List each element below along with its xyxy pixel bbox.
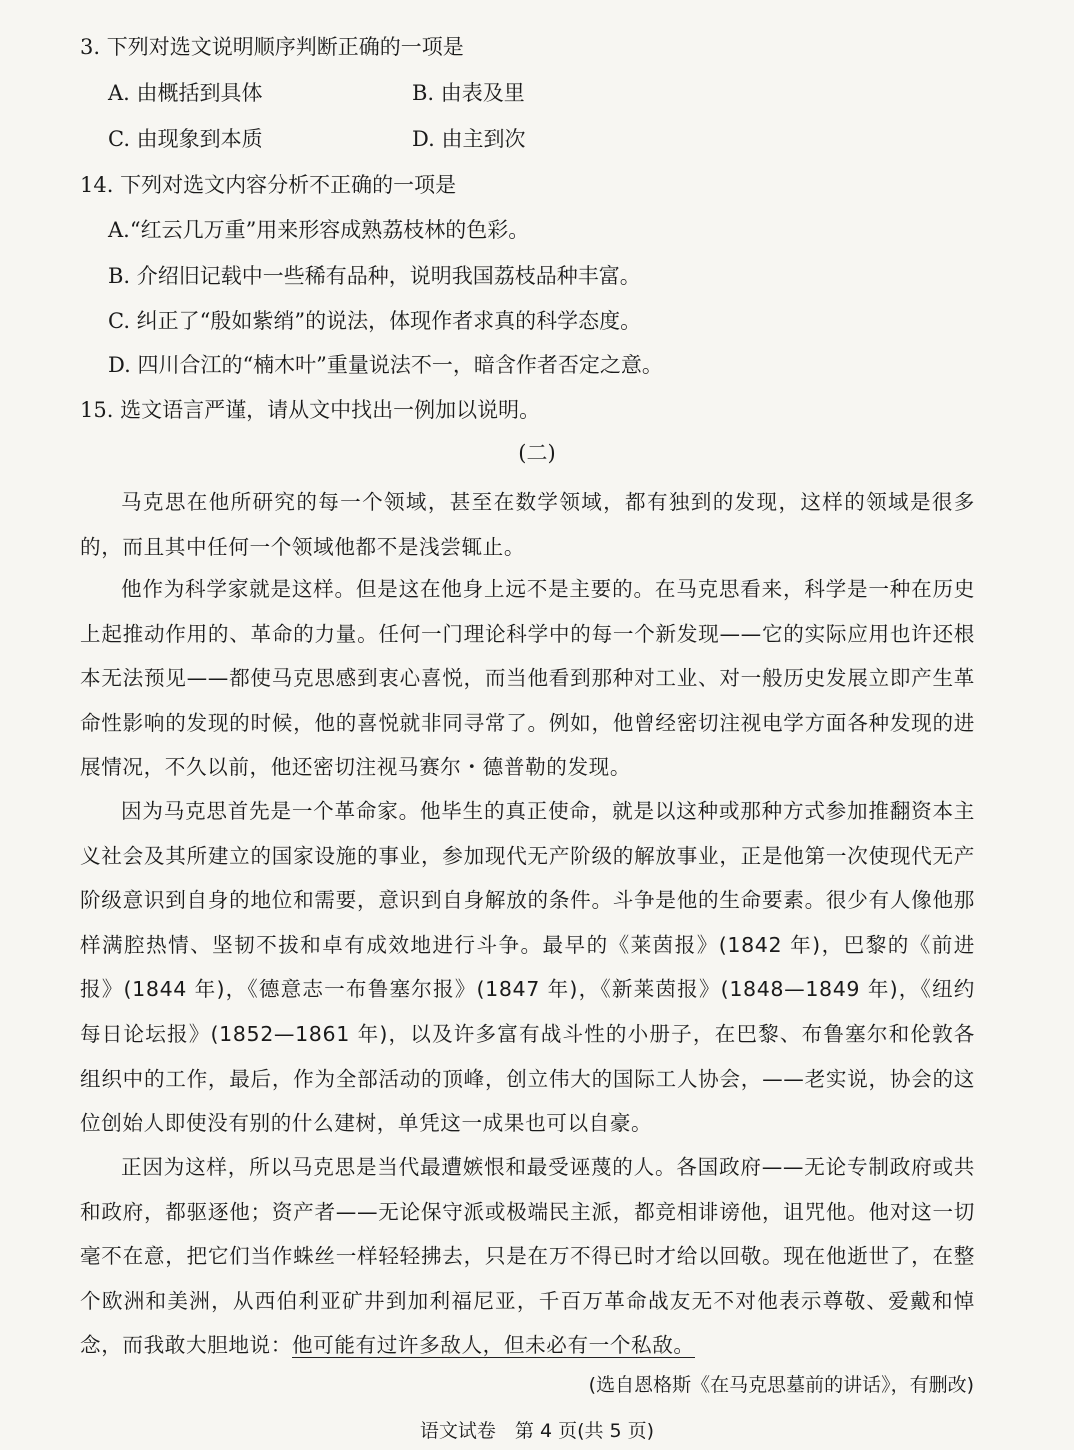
paragraph-2: 他作为科学家就是这样。但是这在他身上远不是主要的。在马克思看来，科学是一种在历史上起推动作用的、革命的力量。任何一门理论科学中的每一个新发现——它的实际应用也许还根本无法预见——都使马克思感到衷心喜悦，而当他看到那种对工业、对一般历史发展立即产生革命性影响的发现的时候，他的喜悦就非同寻常了。例如，他曾经密切注视电学方面各种发现的进展情况，不久以前，他还密切注视马赛尔・德普勒的发现。 xyxy=(80,577,975,780)
question-13-stem: 3. 下列对选文说明顺序判断正确的一项是 xyxy=(80,35,464,59)
paragraph-3: 因为马克思首先是一个革命家。他毕生的真正使命，就是以这种或那种方式参加推翻资本主义社会及其所建立的国家设施的事业，参加现代无产阶级的解放事业，正是他第一次使现代无产阶级意识到自身的地位和需要，意识到自身解放的条件。斗争是他的生命要素。很少有人像他那样满腔热情、坚韧不拔和卓有成效地进行斗争。最早的《莱茵报》(1842 年)，巴黎的《前进报》(1844 年)，《德意志一布鲁塞尔报》(1847 年)，《新莱茵报》(1848—1849 年)，《纽约每日论坛报》(1852—1861 年)，以及许多富有战斗性的小册子，在巴黎、布鲁塞尔和伦敦各组织中的工作，最后，作为全部活动的顶峰，创立伟大的国际工人协会，——老实说，协会的这位创始人即使没有别的什么建树，单凭这一成果也可以自豪。 xyxy=(80,799,975,1136)
q14-option-d: D. 四川合江的“楠木叶”重量说法不一，暗含作者否定之意。 xyxy=(108,353,663,377)
q13-option-c: C. 由现象到本质 xyxy=(108,127,263,151)
q14-option-c: C. 纠正了“殷如紫绡”的说法，体现作者求真的科学态度。 xyxy=(108,309,642,333)
underlined-sentence: 他可能有过许多敌人，但未必有一个私敌。 xyxy=(291,1333,695,1358)
q14-option-b: B. 介绍旧记载中一些稀有品种，说明我国荔枝品种丰富。 xyxy=(108,264,641,288)
source-citation: (选自恩格斯《在马克思墓前的讲话》，有删改) xyxy=(588,1374,974,1396)
q13-option-b: B. 由表及里 xyxy=(412,81,525,105)
paragraph-1: 马克思在他所研究的每一个领域，甚至在数学领域，都有独到的发现，这样的领域是很多的，而且其中任何一个领域他都不是浅尝辄止。 xyxy=(80,490,975,559)
q13-option-d: D. 由主到次 xyxy=(412,127,526,151)
section-title: (二) xyxy=(518,441,556,465)
question-14-stem: 14. 下列对选文内容分析不正确的一项是 xyxy=(80,173,457,197)
question-15-stem: 15. 选文语言严谨，请从文中找出一例加以说明。 xyxy=(80,398,541,422)
page-footer: 语文试卷 第 4 页(共 5 页) xyxy=(419,1420,655,1442)
paragraph-4 xyxy=(80,1145,975,1368)
paragraph-4-text: 正因为这样，所以马克思是当代最遭嫉恨和最受诬蔑的人。各国政府——无论专制政府或共和政府，都驱逐他；资产者——无论保守派或极端民主派，都竞相诽谤他，诅咒他。他对这一切毫不在意，把它们当作蛛丝一样轻轻拂去，只是在万不得已时才给以回敬。现在他逝世了，在整个欧洲和美洲，从西伯利亚矿井到加利福尼亚，千百万革命战友无不对他表示尊敬、爱戴和悼念，而我敢大胆地说： xyxy=(80,1155,975,1358)
q14-option-a: A.“红云几万重”用来形容成熟荔枝林的色彩。 xyxy=(108,218,530,242)
q13-option-a: A. 由概括到具体 xyxy=(108,81,263,105)
